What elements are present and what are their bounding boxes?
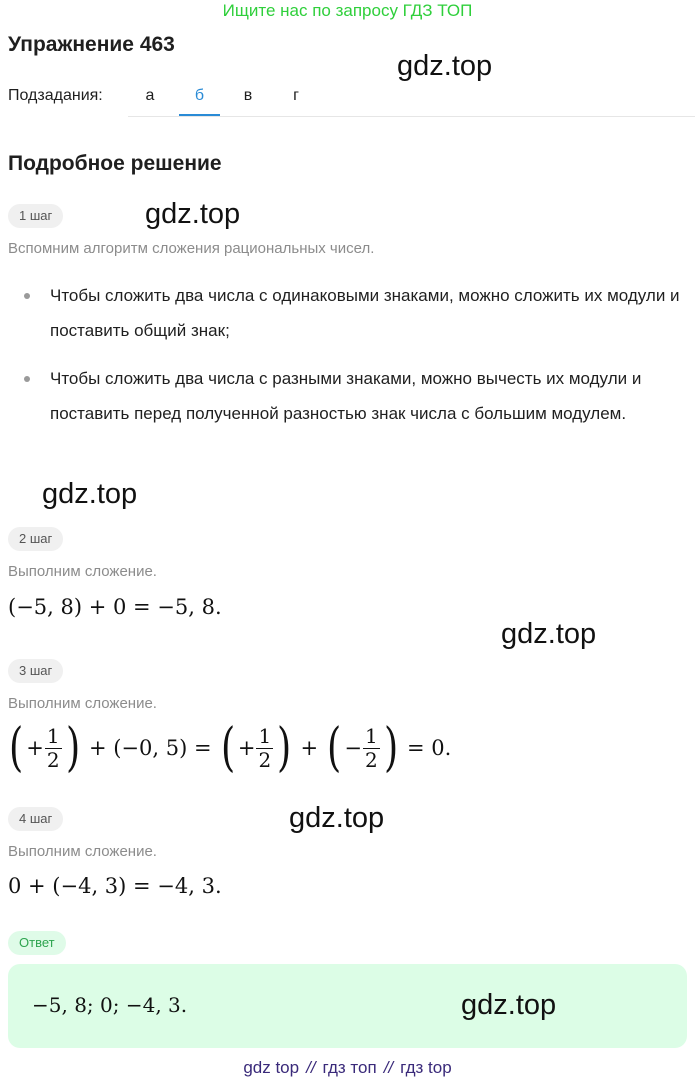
page-title: Упражнение 463	[8, 33, 175, 56]
step-text-3: Выполним сложение.	[8, 695, 157, 712]
sign-plus: +	[26, 736, 44, 760]
subtasks-label: Подзадания:	[8, 87, 103, 104]
fraction-half: $\frac{1}{2}$	[258, 723, 272, 772]
sign-minus: −	[344, 736, 362, 760]
tab-v[interactable]: в	[243, 87, 253, 104]
paren-close: )	[65, 718, 80, 778]
formula-end: = 0.	[407, 736, 452, 760]
paren-open: (	[220, 718, 235, 778]
footer-separator: //	[383, 1058, 394, 1077]
footer-links	[0, 1058, 695, 1078]
list-item: Чтобы сложить два числа с одинаковыми знаками, можно сложить их модули и поставить общий знак;	[22, 278, 682, 348]
step-text-1: Вспомним алгоритм сложения рациональных чисел.	[8, 240, 375, 257]
step-badge-3: 3 шаг	[8, 659, 63, 683]
step-text-4: Выполним сложение.	[8, 843, 157, 860]
paren-close: )	[383, 718, 398, 778]
paren-open: (	[327, 718, 342, 778]
paren-open: (	[9, 718, 24, 778]
section-title: Подробное решение	[8, 152, 222, 175]
paren-close: )	[277, 718, 292, 778]
formula-plus: +	[300, 736, 319, 760]
step-badge-4: 4 шаг	[8, 807, 63, 831]
watermark: gdz.top	[289, 802, 385, 834]
search-banner: Ищите нас по запросу ГДЗ ТОП	[222, 1, 473, 20]
fraction-half: $\frac{1}{2}$	[365, 723, 378, 772]
watermark: gdz.top	[397, 50, 493, 82]
watermark: gdz.top	[145, 198, 241, 230]
answer-badge: Ответ	[8, 931, 66, 955]
step-badge-2: 2 шаг	[8, 527, 63, 551]
tab-b[interactable]: б	[179, 74, 220, 116]
footer-separator: //	[306, 1058, 316, 1077]
footer-link-gdz-top-mixed[interactable]: гдз top	[400, 1058, 452, 1077]
watermark: gdz.top	[501, 618, 597, 650]
formula-step-2: (−5, 8) + 0 = −5, 8.	[8, 595, 222, 619]
watermark: gdz.top	[461, 989, 557, 1021]
subtask-tabs	[128, 74, 695, 117]
rules-list	[22, 278, 682, 444]
step-text-2: Выполним сложение.	[8, 563, 157, 580]
formula-step-4: 0 + (−4, 3) = −4, 3.	[8, 874, 222, 898]
footer-link-gdz-top-ru[interactable]: гдз топ	[322, 1058, 377, 1077]
footer-link-gdz-top[interactable]: gdz top	[243, 1058, 300, 1077]
tab-g[interactable]: г	[293, 87, 299, 104]
list-item: Чтобы сложить два числа с разными знаками, можно вычесть их модули и поставить перед полученной разностью знак числа с большим модулем.	[22, 361, 682, 431]
sign-plus: +	[237, 736, 256, 760]
fraction-half: $\frac{1}{2}$	[46, 723, 60, 772]
watermark: gdz.top	[42, 478, 138, 510]
answer-value: −5, 8; 0; −4, 3.	[32, 993, 188, 1017]
formula-middle: + (−0, 5) =	[88, 736, 212, 760]
step-badge-1: 1 шаг	[8, 204, 63, 228]
tab-a[interactable]: а	[145, 87, 155, 104]
formula-step-3	[6, 718, 457, 778]
